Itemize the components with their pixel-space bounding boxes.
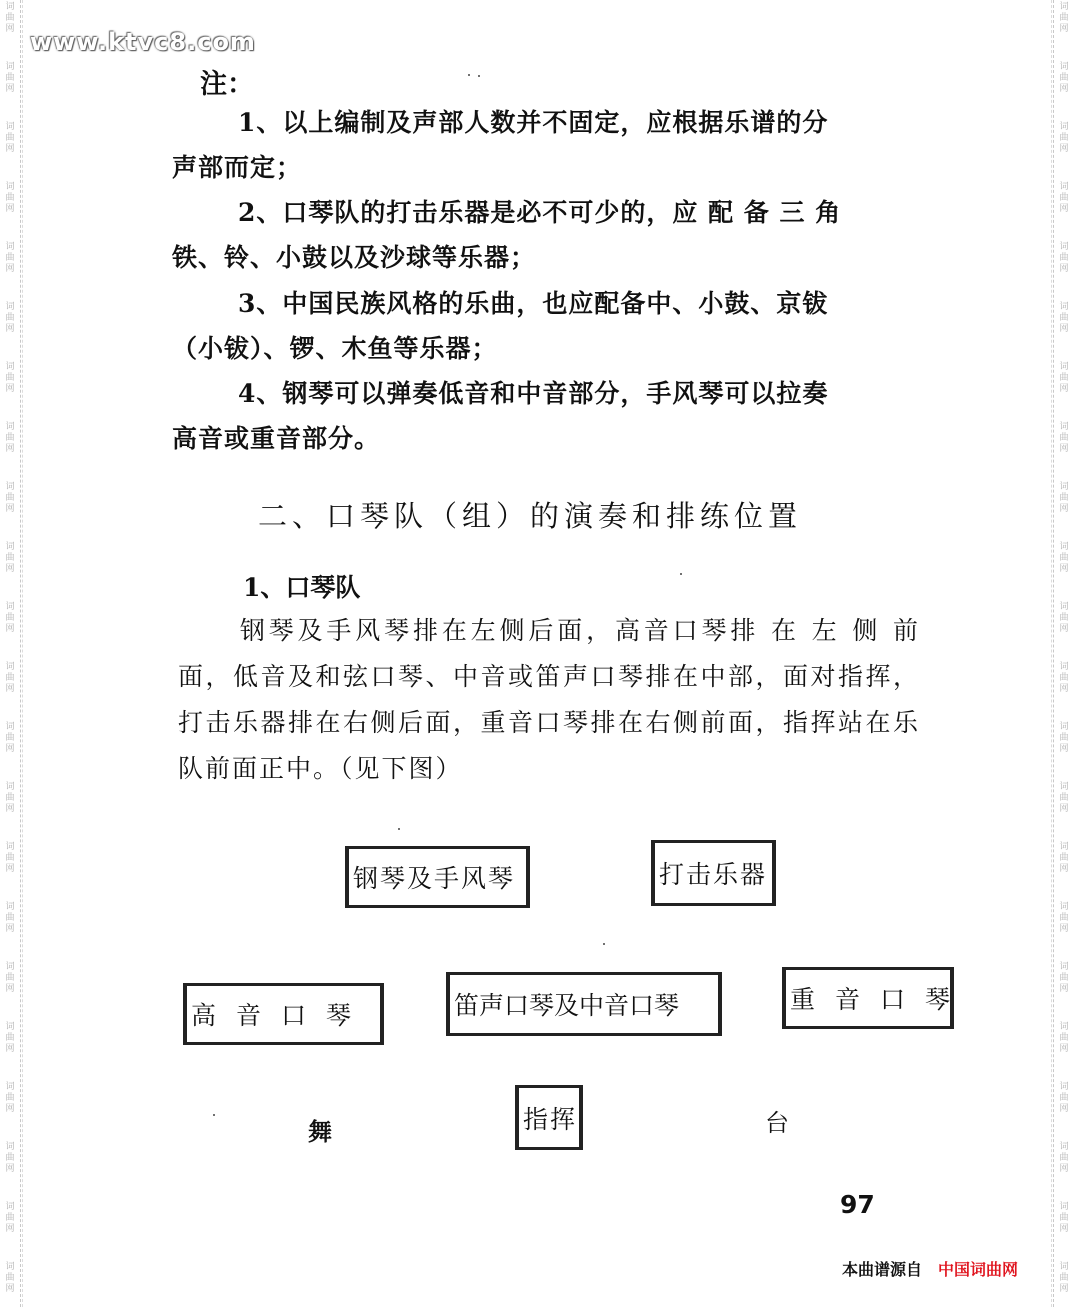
stage-label-left: 舞 (308, 1117, 332, 1146)
side-watermark-mark: 词曲网 (5, 662, 15, 694)
side-watermark-mark: 词曲网 (1059, 1142, 1069, 1174)
side-watermark-mark: 词曲网 (1059, 602, 1069, 634)
side-watermark-mark: 词曲网 (5, 62, 15, 94)
side-watermark-mark: 词曲网 (5, 1022, 15, 1054)
side-watermark-mark: 词曲网 (5, 362, 15, 394)
side-watermark-mark: 词曲网 (5, 1262, 15, 1294)
left-watermark-strip (0, 0, 21, 1307)
side-watermark-mark: 词曲网 (5, 842, 15, 874)
side-watermark-mark: 词曲网 (1059, 1082, 1069, 1114)
percussion-box: 打击乐器 (651, 840, 776, 906)
side-watermark-mark: 词曲网 (5, 302, 15, 334)
print-speck (603, 943, 605, 945)
note-item-4-line1: 4、钢琴可以弹奏低音和中音部分，手风琴可以拉奏 (238, 379, 829, 408)
note-item-3-line1: 3、中国民族风格的乐曲，也应配备中、小鼓、京钹 (238, 289, 829, 318)
left-margin-rule (22, 0, 23, 1307)
side-watermark-mark: 词曲网 (1059, 422, 1069, 454)
side-watermark-mark: 词曲网 (1059, 962, 1069, 994)
side-watermark-mark: 词曲网 (5, 1142, 15, 1174)
note-item-3-line2: （小钹）、锣、木鱼等乐器； (172, 334, 498, 363)
side-watermark-mark: 词曲网 (5, 1202, 15, 1234)
page-number: 97 (840, 1190, 875, 1219)
note-item-2 (172, 190, 917, 280)
watermark-url: www.ktvc8.com (30, 28, 256, 56)
side-watermark-mark: 词曲网 (1059, 482, 1069, 514)
note-item-3 (172, 281, 917, 371)
note-item-4 (172, 371, 917, 461)
side-watermark-mark: 词曲网 (5, 182, 15, 214)
source-site-link[interactable]: 中国词曲网 (938, 1260, 1019, 1279)
section-body: 钢琴及手风琴排在左侧后面，高音口琴排 在 左 侧 前面，低音及和弦口琴、中音或笛声口琴排在中部，面对指挥，打击乐器排在右侧后面，重音口琴排在右侧前面，指挥站在乐队前面正中。（见下图） (178, 616, 920, 783)
note-item-1-line1: 1、以上编制及声部人数并不固定，应根据乐谱的分 (238, 108, 829, 137)
side-watermark-mark: 词曲网 (5, 962, 15, 994)
stage-label-right: 台 (765, 1109, 789, 1137)
side-watermark-mark: 词曲网 (5, 1082, 15, 1114)
side-watermark-mark: 词曲网 (1059, 362, 1069, 394)
side-watermark-mark: 词曲网 (1059, 62, 1069, 94)
side-watermark-mark: 词曲网 (5, 242, 15, 274)
print-speck (398, 828, 400, 830)
side-watermark-mark: 词曲网 (5, 722, 15, 754)
right-watermark-strip (1053, 0, 1074, 1307)
side-watermark-mark: 词曲网 (1059, 1262, 1069, 1294)
soprano-harmonica-box: 高音口琴 (183, 983, 384, 1045)
side-watermark-mark: 词曲网 (5, 122, 15, 154)
print-speck (478, 75, 480, 77)
section-heading: 二、口琴队（组）的演奏和排练位置 (258, 499, 803, 533)
source-label: 本曲谱源自 (842, 1260, 923, 1279)
note-item-1 (172, 100, 917, 190)
side-watermark-mark: 词曲网 (5, 782, 15, 814)
side-watermark-mark: 词曲网 (1059, 122, 1069, 154)
note-item-2-line2: 铁、铃、小鼓以及沙球等乐器； (172, 243, 537, 272)
side-watermark-mark: 词曲网 (5, 422, 15, 454)
source-credit (842, 1257, 1018, 1280)
print-speck (680, 573, 682, 575)
sub-heading: 1、口琴队 (243, 573, 361, 602)
side-watermark-mark: 词曲网 (1059, 842, 1069, 874)
side-watermark-mark: 词曲网 (5, 2, 15, 34)
bass-harmonica-box: 重音口琴 (782, 967, 954, 1029)
print-speck (468, 74, 470, 76)
side-watermark-mark: 词曲网 (1059, 1022, 1069, 1054)
side-watermark-mark: 词曲网 (1059, 542, 1069, 574)
side-watermark-mark: 词曲网 (1059, 182, 1069, 214)
side-watermark-mark: 词曲网 (1059, 722, 1069, 754)
note-item-4-line2: 高音或重音部分。 (172, 424, 381, 453)
side-watermark-mark: 词曲网 (5, 902, 15, 934)
note-item-2-line1: 2、口琴队的打击乐器是必不可少的，应 配 备 三 角 (238, 198, 842, 227)
side-watermark-mark: 词曲网 (5, 542, 15, 574)
side-watermark-mark: 词曲网 (1059, 1202, 1069, 1234)
side-watermark-mark: 词曲网 (1059, 242, 1069, 274)
piano-accordion-box: 钢琴及手风琴 (345, 846, 530, 908)
side-watermark-mark: 词曲网 (5, 482, 15, 514)
side-watermark-mark: 词曲网 (1059, 662, 1069, 694)
print-speck (213, 1114, 215, 1116)
note-item-1-line2: 声部而定； (172, 153, 303, 182)
side-watermark-mark: 词曲网 (1059, 302, 1069, 334)
side-watermark-mark: 词曲网 (1059, 2, 1069, 34)
right-margin-rule (1051, 0, 1052, 1307)
side-watermark-mark: 词曲网 (5, 602, 15, 634)
side-watermark-mark: 词曲网 (1059, 782, 1069, 814)
notes-title: 注： (200, 69, 254, 100)
conductor-box: 指挥 (515, 1085, 583, 1150)
flute-alto-harmonica-box: 笛声口琴及中音口琴 (446, 972, 722, 1036)
side-watermark-mark: 词曲网 (1059, 902, 1069, 934)
